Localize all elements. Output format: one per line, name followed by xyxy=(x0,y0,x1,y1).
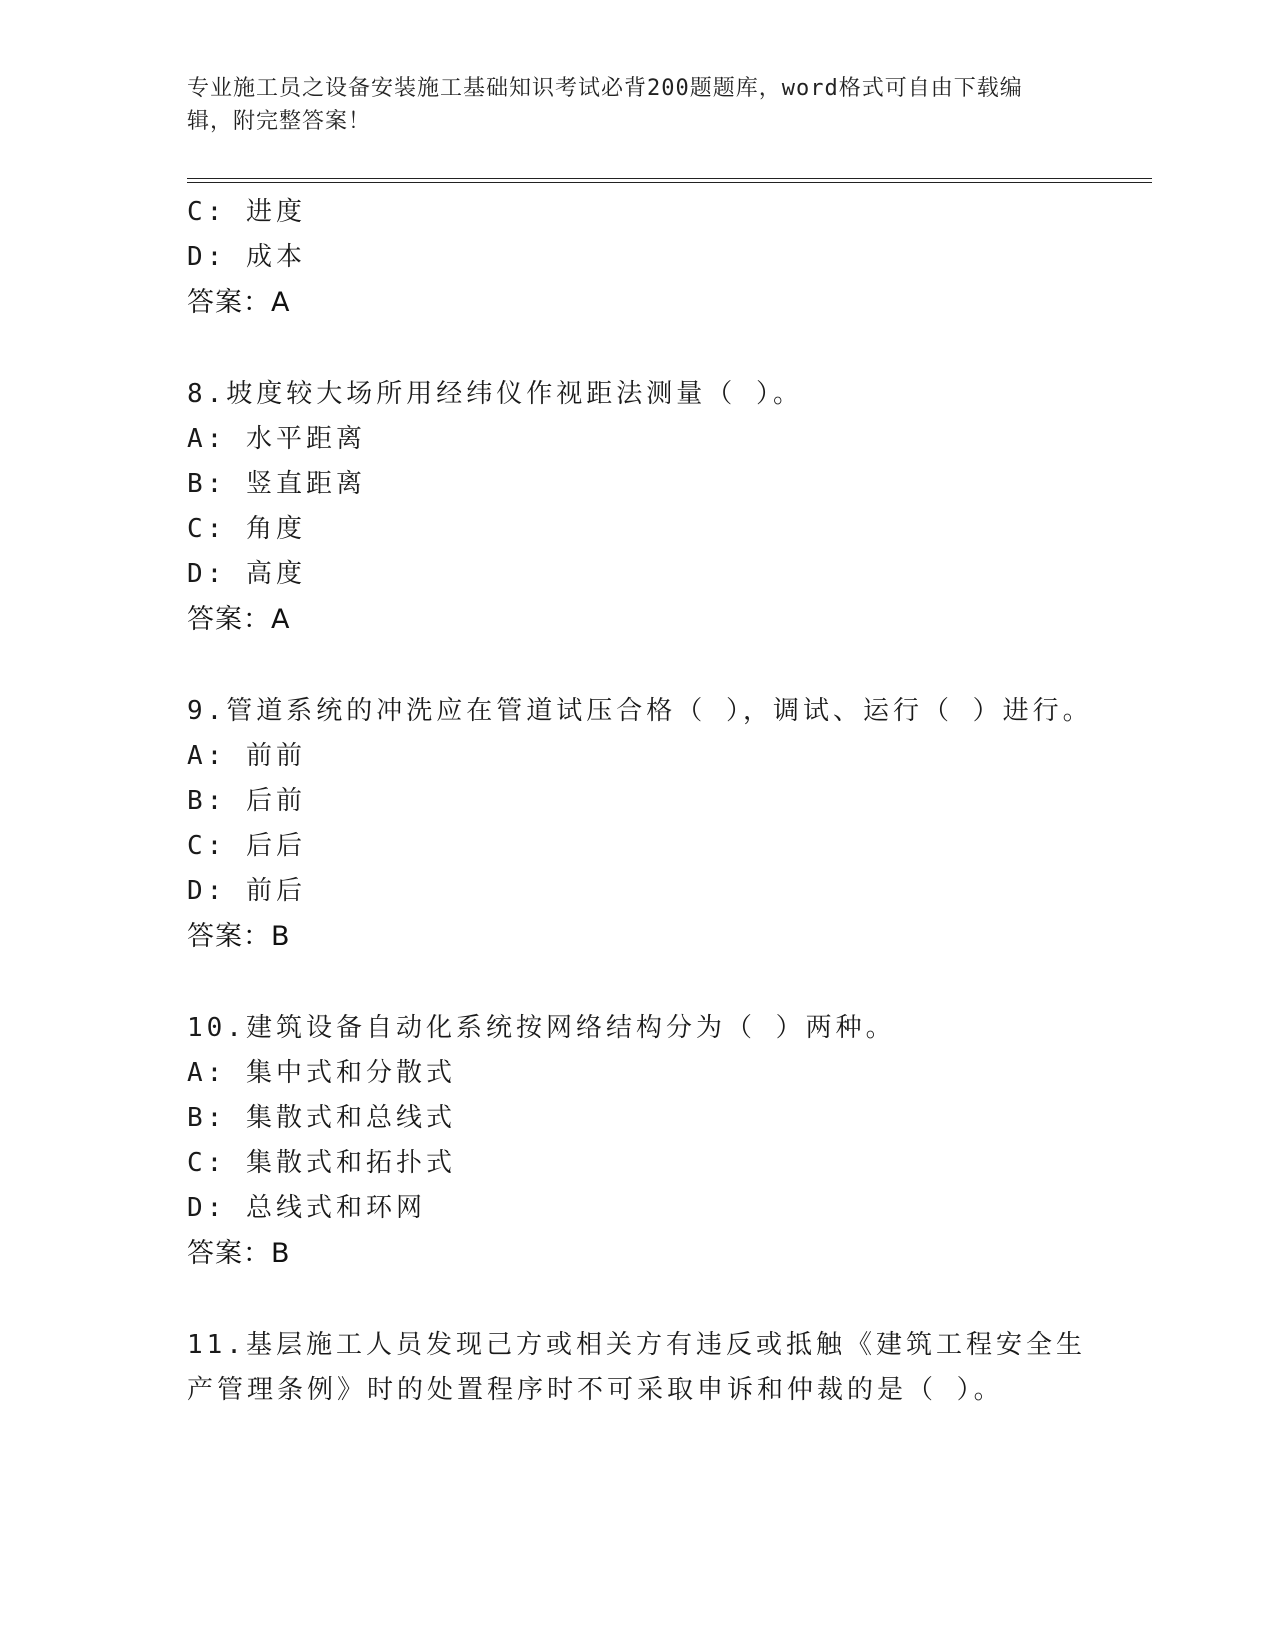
answer-line: 答案：B xyxy=(187,1238,291,1269)
option-c: C: 集散式和拓扑式 xyxy=(187,1148,456,1178)
option-b: B: 后前 xyxy=(187,786,306,816)
question-list xyxy=(187,190,1093,1413)
spacer xyxy=(187,1277,1087,1323)
option-c: C: 后后 xyxy=(187,831,306,861)
document-header-title: 专业施工员之设备安装施工基础知识考试必背200题题库，word格式可自由下载编辑，附完整答案！ xyxy=(187,76,1023,134)
answer-line: 答案：A xyxy=(187,604,291,635)
option-b: B: 集散式和总线式 xyxy=(187,1103,456,1133)
option-d: D: 总线式和环网 xyxy=(187,1193,426,1223)
option-a: A: 水平距离 xyxy=(187,424,366,454)
question-block-9 xyxy=(187,689,1093,960)
question-text: 8.坡度较大场所用经纬仪作视距法测量（ ）。 xyxy=(187,379,803,409)
option-d: D: 高度 xyxy=(187,559,306,589)
spacer xyxy=(187,960,1087,1006)
question-block-8 xyxy=(187,372,1087,643)
option-d: D: 前后 xyxy=(187,876,306,906)
question-text: 10.建筑设备自动化系统按网络结构分为（ ）两种。 xyxy=(187,1013,896,1043)
option-b: B: 竖直距离 xyxy=(187,469,366,499)
answer-line: 答案：A xyxy=(187,287,291,318)
option-c: C: 进度 xyxy=(187,197,306,227)
option-a: A: 集中式和分散式 xyxy=(187,1058,456,1088)
header-divider xyxy=(187,178,1152,183)
option-d: D: 成本 xyxy=(187,242,306,272)
answer-line: 答案：B xyxy=(187,921,291,952)
question-text: 9.管道系统的冲洗应在管道试压合格（ ），调试、运行（ ）进行。 xyxy=(187,696,1093,726)
option-a: A: 前前 xyxy=(187,741,306,771)
spacer xyxy=(187,643,1087,689)
option-c: C: 角度 xyxy=(187,514,306,544)
question-block-7 xyxy=(187,190,1087,326)
question-block-11 xyxy=(187,1323,1087,1413)
question-text: 11.基层施工人员发现己方或相关方有违反或抵触《建筑工程安全生产管理条例》时的处置程序时不可采取申诉和仲裁的是（ ）。 xyxy=(187,1330,1086,1405)
spacer xyxy=(187,326,1087,372)
question-block-10 xyxy=(187,1006,1087,1277)
